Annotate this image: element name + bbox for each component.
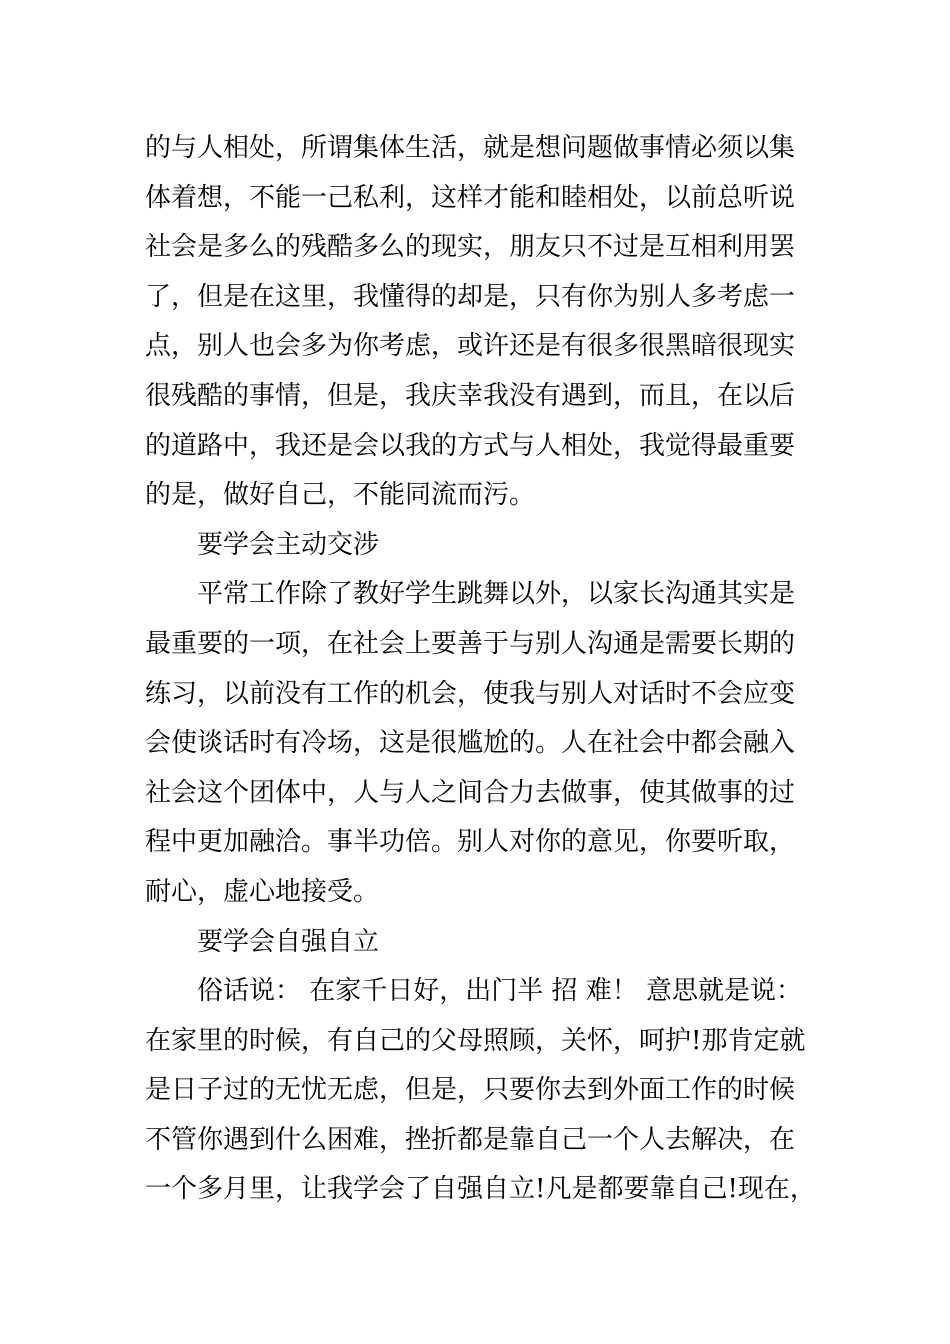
text-line: 耐心，虚心地接受。 (145, 876, 380, 907)
document-body (145, 124, 825, 1215)
text-line: 在家里的时候，有自己的父母照顾，关怀，呵护!那肯定就 (145, 1025, 806, 1056)
text-line: 社会是多么的残酷多么的现实，朋友只不过是互相利用罢 (145, 232, 796, 263)
text-line: 俗话说： 在家千日好，出门半 招 难！ 意思就是说： (197, 976, 803, 1007)
text-line: 是日子过的无忧无虑，但是，只要你去到外面工作的时候 (145, 1075, 796, 1106)
text-line: 程中更加融洽。事半功倍。别人对你的意见，你要听取， (145, 827, 796, 858)
text-line: 平常工作除了教好学生跳舞以外，以家长沟通其实是 (197, 579, 796, 610)
section-heading: 要学会自强自立 (197, 926, 380, 957)
text-line: 体着想，不能一己私利，这样才能和睦相处，以前总听说 (145, 182, 796, 213)
text-line: 的与人相处，所谓集体生活，就是想问题做事情必须以集 (145, 133, 796, 163)
text-line: 一个多月里，让我学会了自强自立!凡是都要靠自己!现在， (145, 1174, 816, 1205)
text-line: 的道路中，我还是会以我的方式与人相处，我觉得最重要 (145, 430, 796, 461)
text-line: 了，但是在这里，我懂得的却是，只有你为别人多考虑一 (145, 281, 796, 312)
text-line: 点，别人也会多为你考虑，或许还是有很多很黑暗很现实 (145, 331, 796, 362)
section-heading: 要学会主动交涉 (197, 529, 380, 560)
text-line: 社会这个团体中，人与人之间合力去做事，使其做事的过 (145, 777, 796, 808)
text-line: 最重要的一项，在社会上要善于与别人沟通是需要长期的 (145, 628, 796, 659)
text-line: 会使谈话时有冷场，这是很尴尬的。人在社会中都会融入 (145, 728, 796, 759)
text-line: 的是，做好自己，不能同流而污。 (145, 480, 536, 511)
text-line: 不管你遇到什么困难，挫折都是靠自己一个人去解决，在 (145, 1124, 796, 1155)
text-line: 很残酷的事情，但是，我庆幸我没有遇到，而且，在以后 (145, 380, 796, 411)
text-line: 练习，以前没有工作的机会，使我与别人对话时不会应变 (145, 678, 796, 709)
